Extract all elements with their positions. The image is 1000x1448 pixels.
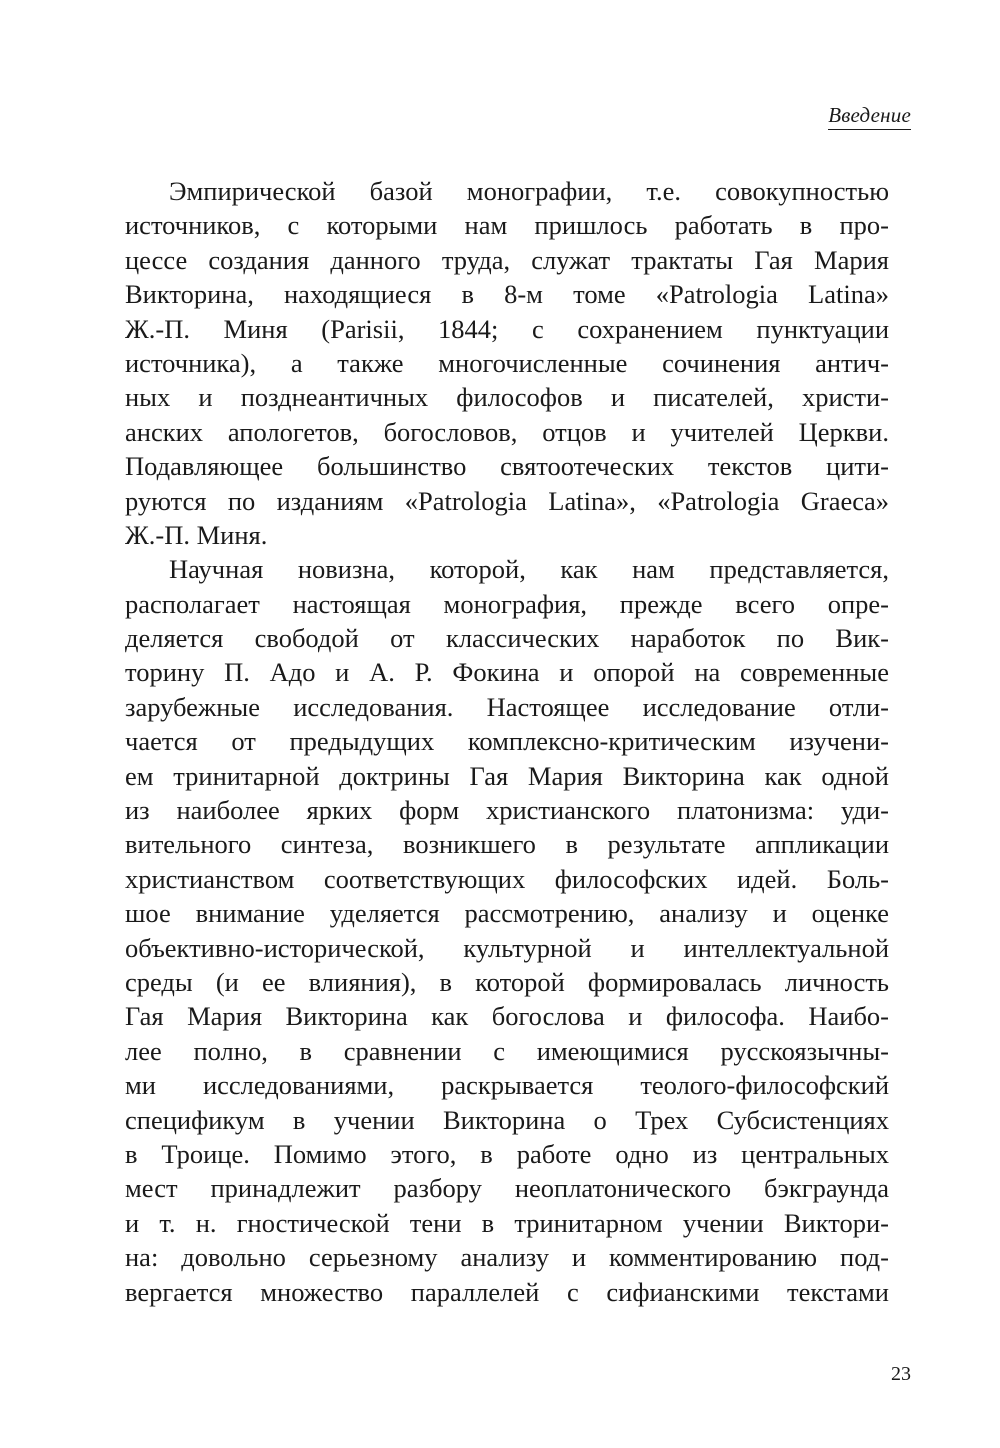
text-line: цессе создания данного труда, служат трактаты Гая Мария — [125, 244, 889, 275]
text-line: Викторина, находящиеся в 8-м томе «Patrologia Latina» — [125, 279, 889, 310]
running-header-section-title: Введение — [828, 102, 911, 130]
body-text — [125, 174, 889, 1309]
paragraph-empirical-base — [125, 174, 889, 552]
page-number: 23 — [891, 1363, 911, 1385]
text-line: располагает настоящая монография, прежде всего опре- — [125, 588, 889, 619]
text-line: спецификум в учении Викторина о Трех Субсистенциях — [125, 1104, 889, 1135]
text-line: ных и позднеантичных философов и писателей, христи- — [125, 382, 889, 413]
text-line: анских апологетов, богословов, отцов и учителей Церкви. — [125, 416, 889, 447]
text-line: вергается множество параллелей с сифианскими текстами — [125, 1276, 889, 1307]
text-line: чается от предыдущих комплексно-критическим изучени- — [125, 726, 889, 757]
text-line: мест принадлежит разбору неоплатонического бэкграунда — [125, 1173, 889, 1204]
text-line: ми исследованиями, раскрывается теолого-философский — [125, 1070, 889, 1101]
text-line: руются по изданиям «Patrologia Latina», «Patrologia Graeca» — [125, 485, 889, 516]
text-line: Научная новизна, которой, как нам представляется, — [169, 554, 889, 585]
text-line: Гая Мария Викторина как богослова и философа. Наибо- — [125, 1001, 889, 1032]
text-line: зарубежные исследования. Настоящее исследование отли- — [125, 691, 889, 722]
paragraph-scientific-novelty — [125, 552, 889, 1309]
text-line: торину П. Адо и А. Р. Фокина и опорой на современные — [125, 657, 889, 688]
text-line: источников, с которыми нам пришлось работать в про- — [125, 210, 889, 241]
text-line: из наиболее ярких форм христианского платонизма: уди- — [125, 795, 889, 826]
text-line: Ж.-П. Миня. — [125, 519, 268, 550]
text-line: лее полно, в сравнении с имеющимися русскоязычны- — [125, 1035, 889, 1066]
text-line: источника), а также многочисленные сочинения антич- — [125, 347, 889, 378]
text-line: в Троице. Помимо этого, в работе одно из центральных — [125, 1138, 889, 1169]
text-line: Ж.-П. Миня (Parisii, 1844; с сохранением пунктуации — [125, 313, 889, 344]
text-line: шое внимание уделяется рассмотрению, анализу и оценке — [125, 898, 889, 929]
text-line: на: довольно серьезному анализу и комментированию под- — [125, 1242, 889, 1273]
text-line: ем тринитарной доктрины Гая Мария Викторина как одной — [125, 760, 889, 791]
text-line: Подавляющее большинство святоотеческих текстов цити- — [125, 451, 889, 482]
text-line: Эмпирической базой монографии, т.е. совокупностью — [169, 176, 889, 206]
text-line: среды (и ее влияния), в которой формировалась личность — [125, 966, 889, 997]
text-line: вительного синтеза, возникшего в результате аппликации — [125, 829, 889, 860]
text-line: деляется свободой от классических наработок по Вик- — [125, 623, 889, 654]
text-line: объективно-исторической, культурной и интеллектуальной — [125, 932, 889, 963]
text-line: христианством соответствующих философских идей. Боль- — [125, 863, 889, 894]
text-line: и т. н. гностической тени в тринитарном учении Виктори- — [125, 1207, 889, 1238]
